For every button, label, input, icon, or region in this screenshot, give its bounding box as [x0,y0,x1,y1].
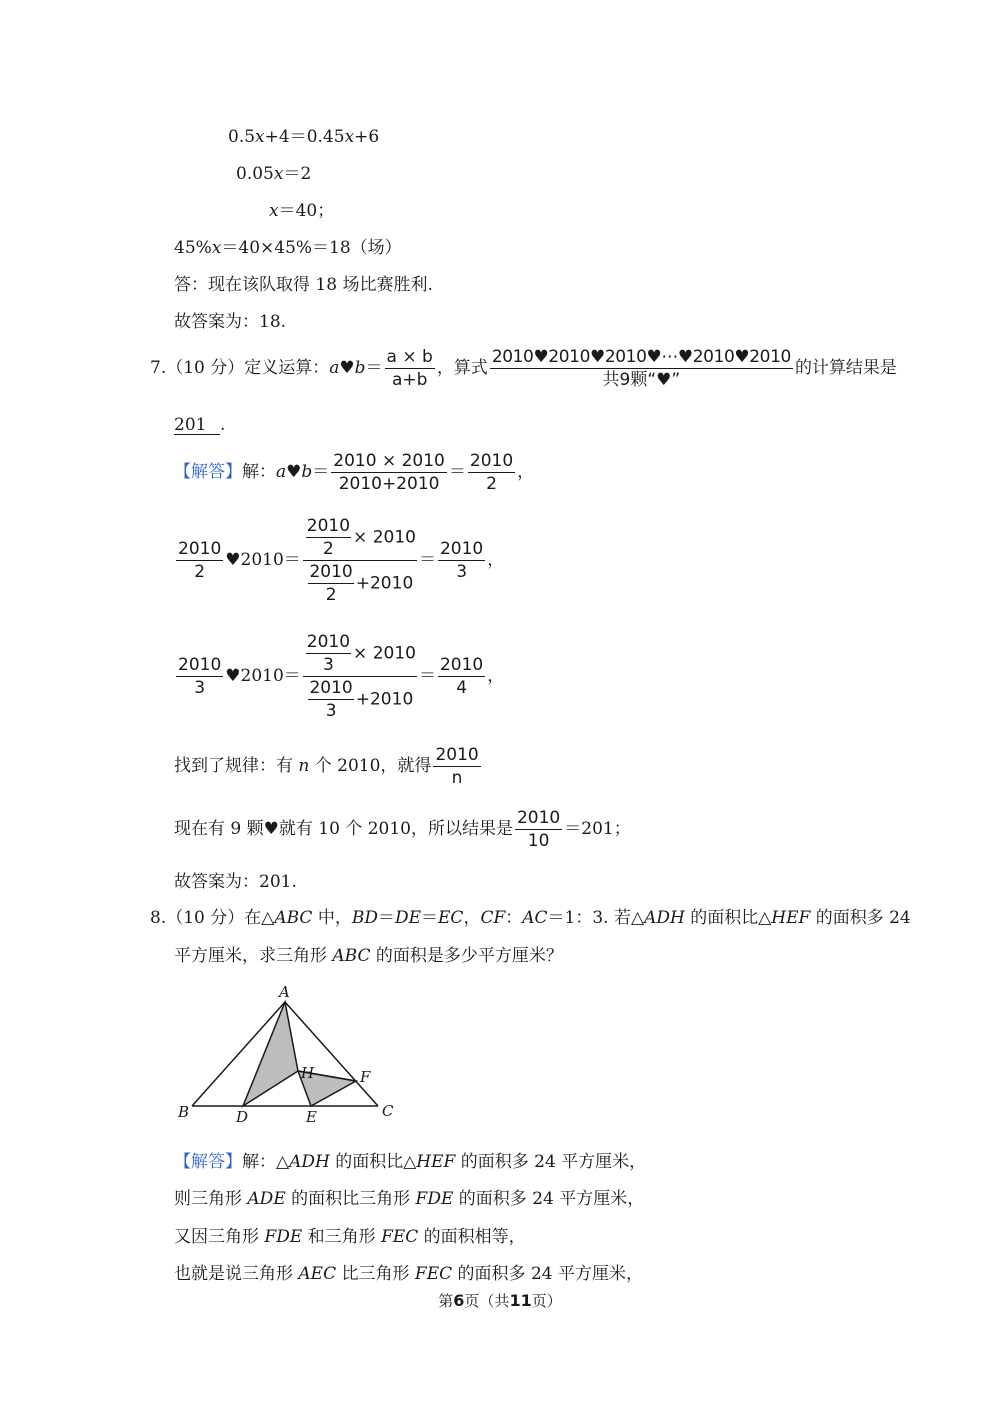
complex-fraction: $\frac{2010}{3}$ × 2010 $\frac{2010}{3}$ +2010 [303,631,417,722]
result-text: 故答案为：18. [174,312,287,332]
equation-line-3: x＝40； [269,201,335,221]
definition-fraction: $\frac{a \times b}{a+b}$ [386,347,433,390]
solution-7-line-1: 【解答】解：a♥b＝ $\frac{2010 \times 2010}{2010+2010}$ ＝ $\frac{2010}{2}$ ， [174,451,535,494]
solution-7-now: 现在有 9 颗♥就有 10 个 2010，所以结果是 $\frac{2010}{10}$ ＝201； [174,808,631,851]
label-c: C [382,1102,394,1120]
solution-7-rule: 找到了规律：有 n 个 2010，就得 $\frac{2010}{n}$ [174,745,479,788]
label-h: H [301,1064,315,1082]
label-f: F [360,1068,371,1086]
answer-text: 答：现在该队取得 18 场比赛胜利. [174,275,433,295]
triangle-figure [170,980,410,1125]
equation-line-1: 0.5x+4＝0.45x+6 [228,127,380,147]
label-e: E [306,1108,317,1125]
solution-8-line-2: 则三角形 ADE 的面积比三角形 FDE 的面积多 24 平方厘米， [174,1189,645,1209]
page-number: 6 [453,1291,465,1310]
solution-7-line-2: $\frac{2010}{2}$ ♥2010＝ $\frac{2010}{2}$ × 2010 $\frac{2010}{2}$ +2010 ＝ $\frac{2010}{3}$ ， [178,516,505,605]
answer-blank: 201 [174,416,220,435]
solution-7-result: 故答案为：201. [174,872,297,892]
page-footer: 第6页（共11页） [438,1291,562,1310]
solution-8-line-1: 【解答】解：△ADH 的面积比△HEF 的面积多 24 平方厘米， [174,1152,647,1172]
solution-7-line-3: $\frac{2010}{3}$ ♥2010＝ $\frac{2010}{3}$ × 2010 $\frac{2010}{3}$ +2010 ＝ $\frac{2010}{4}$ ， [178,632,505,721]
solution-8-line-4: 也就是说三角形 AEC 比三角形 FEC 的面积多 24 平方厘米， [174,1264,643,1284]
solution-8-line-3: 又因三角形 FDE 和三角形 FEC 的面积相等， [174,1227,526,1247]
solution-tag: 【解答】 [174,462,242,482]
question-7-answer-line: 201 . [174,415,226,435]
label-a: A [279,983,290,1001]
expression-fraction: $\frac{2010♥2010♥2010♥\cdots♥2010♥2010}{\text{共9颗“♥”}}$ [491,347,791,390]
label-d: D [236,1108,249,1125]
question-8-line-2: 平方厘米，求三角形 ABC 的面积是多少平方厘米？ [174,946,563,966]
label-b: B [178,1103,190,1121]
solution-tag: 【解答】 [174,1152,242,1172]
question-7: 7.（10 分）定义运算：a♥b＝ $\frac{a \times b}{a+b}$ ，算式 $\frac{2010♥2010♥2010♥\cdots♥2010♥2010}{\text{共9颗“♥”}}$ 的计算结果是 [150,347,897,390]
complex-fraction: $\frac{2010}{2}$ × 2010 $\frac{2010}{2}$ +2010 [303,515,417,606]
question-8-line-1: 8.（10 分）在△ABC 中，BD＝DE＝EC，CF：AC＝1：3. 若△ADH 的面积比△HEF 的面积多 24 [150,908,911,928]
equation-line-2: 0.05x＝2 [236,164,312,184]
equation-line-4: 45%x＝40×45%＝18（场） [174,238,402,258]
total-pages: 11 [509,1291,532,1310]
